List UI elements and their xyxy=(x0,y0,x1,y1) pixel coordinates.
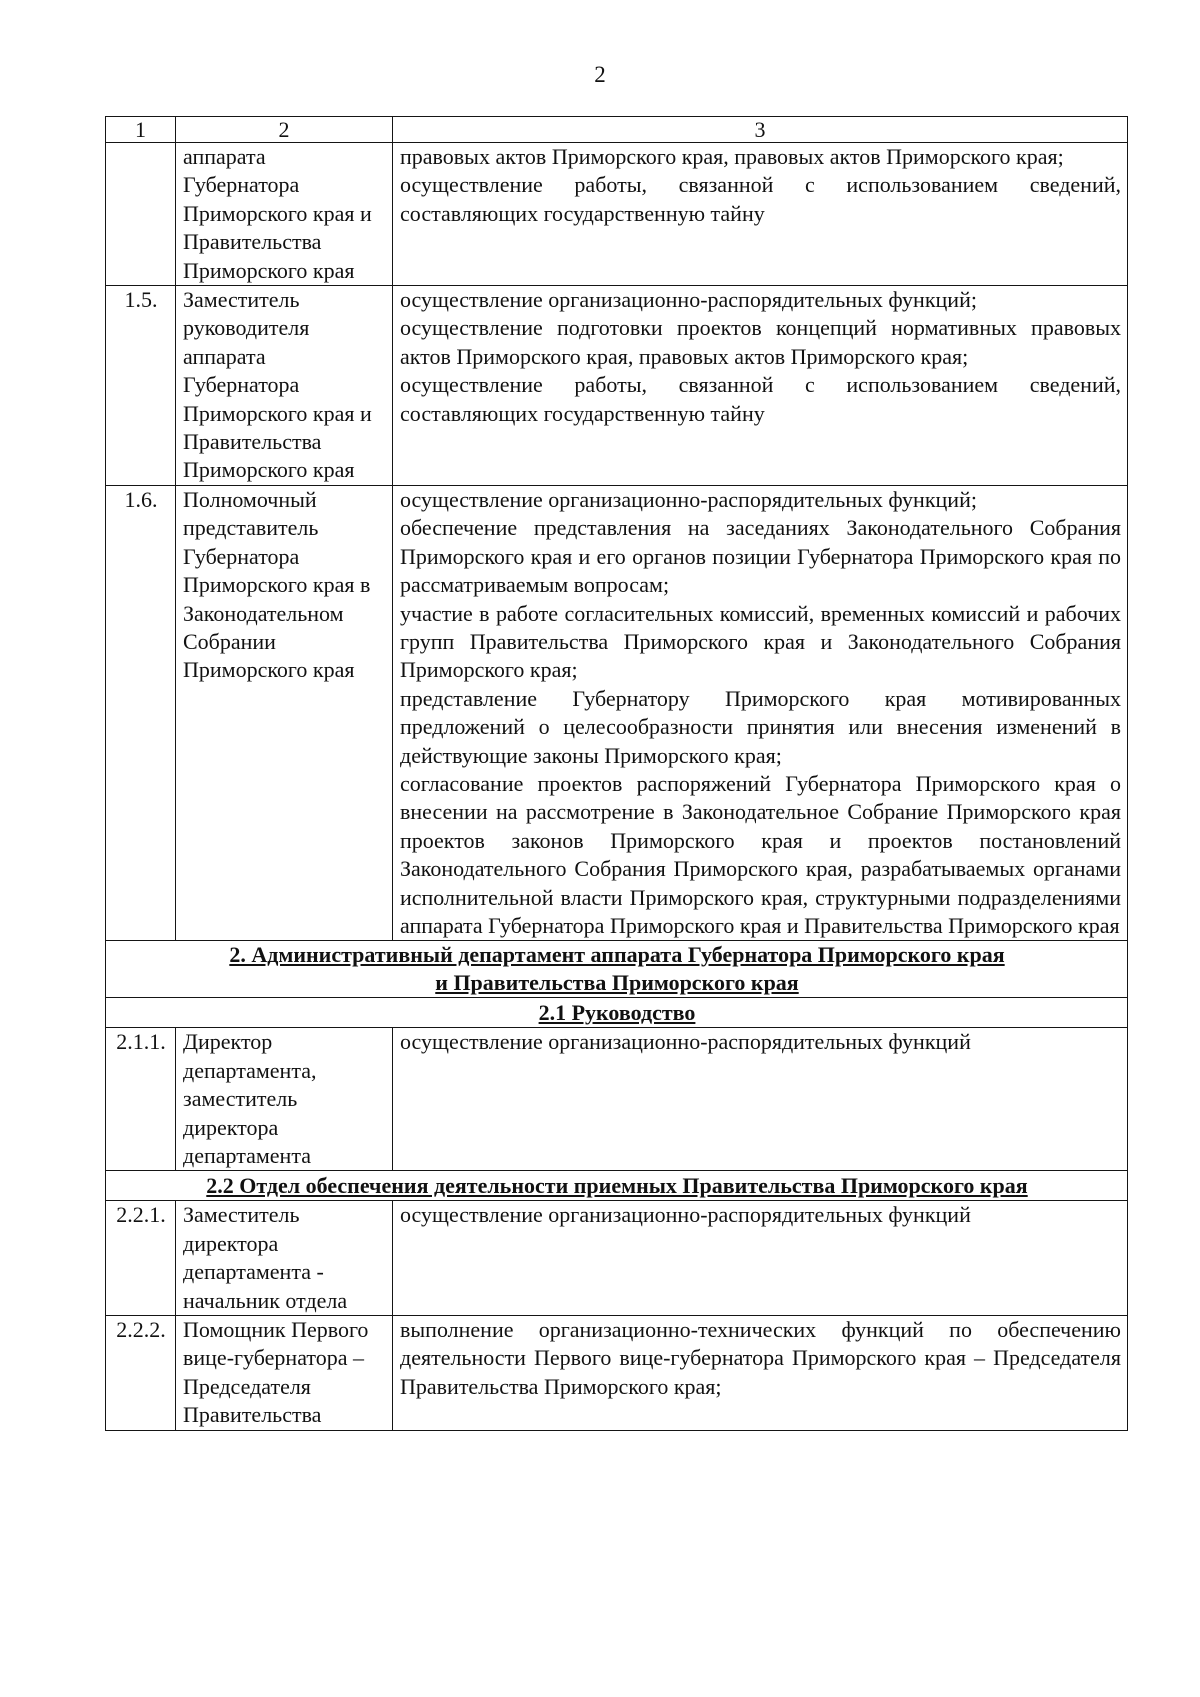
duty-line: обеспечение представления на заседаниях Законодательного Собрания Приморского края и его органов позиции Губернатора Приморского края по рассматриваемым вопросам; xyxy=(400,515,1121,598)
duties-cell xyxy=(393,1316,1128,1431)
table-row xyxy=(106,1028,1128,1171)
row-number: 2.1.1. xyxy=(106,1028,176,1171)
subsection-heading-row xyxy=(106,1171,1128,1201)
row-number: 1.6. xyxy=(106,485,176,941)
column-header-row xyxy=(106,117,1128,143)
page-number: 2 xyxy=(594,62,606,87)
column-header-2: 2 xyxy=(176,117,393,143)
section-heading-line: и Правительства Приморского края xyxy=(435,970,799,996)
section-heading-line: 2. Административный департамент аппарата Губернатора Приморского края xyxy=(229,942,1005,968)
duties-cell xyxy=(393,1028,1128,1171)
section-heading-row xyxy=(106,941,1128,998)
subsection-heading: 2.1 Руководство xyxy=(106,998,1128,1028)
duties-cell xyxy=(393,1201,1128,1316)
duty-line: представление Губернатору Приморского края мотивированных предложений о целесообразности принятия или внесения изменений в действующие законы Приморского края; xyxy=(400,685,1121,768)
row-number: 2.2.1. xyxy=(106,1201,176,1316)
position-title: Заместитель директора департамента - начальник отдела xyxy=(176,1201,393,1316)
position-title: Помощник Первого вице-губернатора – Председателя Правительства xyxy=(176,1316,393,1431)
position-title: Заместитель руководителя аппарата Губернатора Приморского края и Правительства Приморского края xyxy=(176,286,393,486)
position-title: Директор департамента, заместитель директора департамента xyxy=(176,1028,393,1171)
position-title: аппарата Губернатора Приморского края и Правительства Приморского края xyxy=(176,143,393,286)
duties-cell xyxy=(393,143,1128,286)
column-header-1: 1 xyxy=(106,117,176,143)
table-row xyxy=(106,485,1128,941)
duties-table xyxy=(105,116,1128,1431)
section-heading xyxy=(106,941,1128,998)
subsection-heading: 2.2 Отдел обеспечения деятельности приемных Правительства Приморского края xyxy=(106,1171,1128,1201)
duty-line: осуществление работы, связанной с использованием сведений, составляющих государственную тайну xyxy=(400,372,1121,426)
duty-line: осуществление организационно-распорядительных функций xyxy=(400,1202,971,1228)
duty-line: осуществление работы, связанной с использованием сведений, составляющих государственную тайну xyxy=(400,172,1121,226)
table-row xyxy=(106,1201,1128,1316)
duty-line: участие в работе согласительных комиссий, временных комиссий и рабочих групп Правительства Приморского края и Законодательного Собрания Приморского края; xyxy=(400,600,1121,683)
table-row xyxy=(106,1316,1128,1431)
duty-line: осуществление организационно-распорядительных функций; xyxy=(400,486,977,512)
duty-line: осуществление организационно-распорядительных функций; xyxy=(400,287,977,313)
row-number: 1.5. xyxy=(106,286,176,486)
duties-cell xyxy=(393,485,1128,941)
position-title: Полномочный представитель Губернатора Приморского края в Законодательном Собрании Приморского края xyxy=(176,485,393,941)
duty-line: согласование проектов распоряжений Губернатора Приморского края о внесении на рассмотрение в Законодательное Собрание Приморского края проектов законов Приморского края и проектов постановлений Законодательного Собрания Приморского края, разрабатываемых органами исполнительной власти Приморского края, структурными подразделениями аппарата Губернатора Приморского края и Правительства Приморского края xyxy=(400,770,1121,938)
table-row xyxy=(106,286,1128,486)
duties-cell xyxy=(393,286,1128,486)
duty-line: выполнение организационно-технических функций по обеспечению деятельности Первого вице-губернатора Приморского края – Председателя Правительства Приморского края; xyxy=(400,1317,1121,1399)
duty-line: правовых актов Приморского края, правовых актов Приморского края; xyxy=(400,144,1064,169)
table-row xyxy=(106,143,1128,286)
row-number xyxy=(106,143,176,286)
duty-line: осуществление организационно-распорядительных функций xyxy=(400,1029,971,1055)
column-header-3: 3 xyxy=(393,117,1128,143)
duty-line: осуществление подготовки проектов концепций нормативных правовых актов Приморского края, правовых актов Приморского края; xyxy=(400,315,1121,369)
row-number: 2.2.2. xyxy=(106,1316,176,1431)
subsection-heading-row xyxy=(106,998,1128,1028)
